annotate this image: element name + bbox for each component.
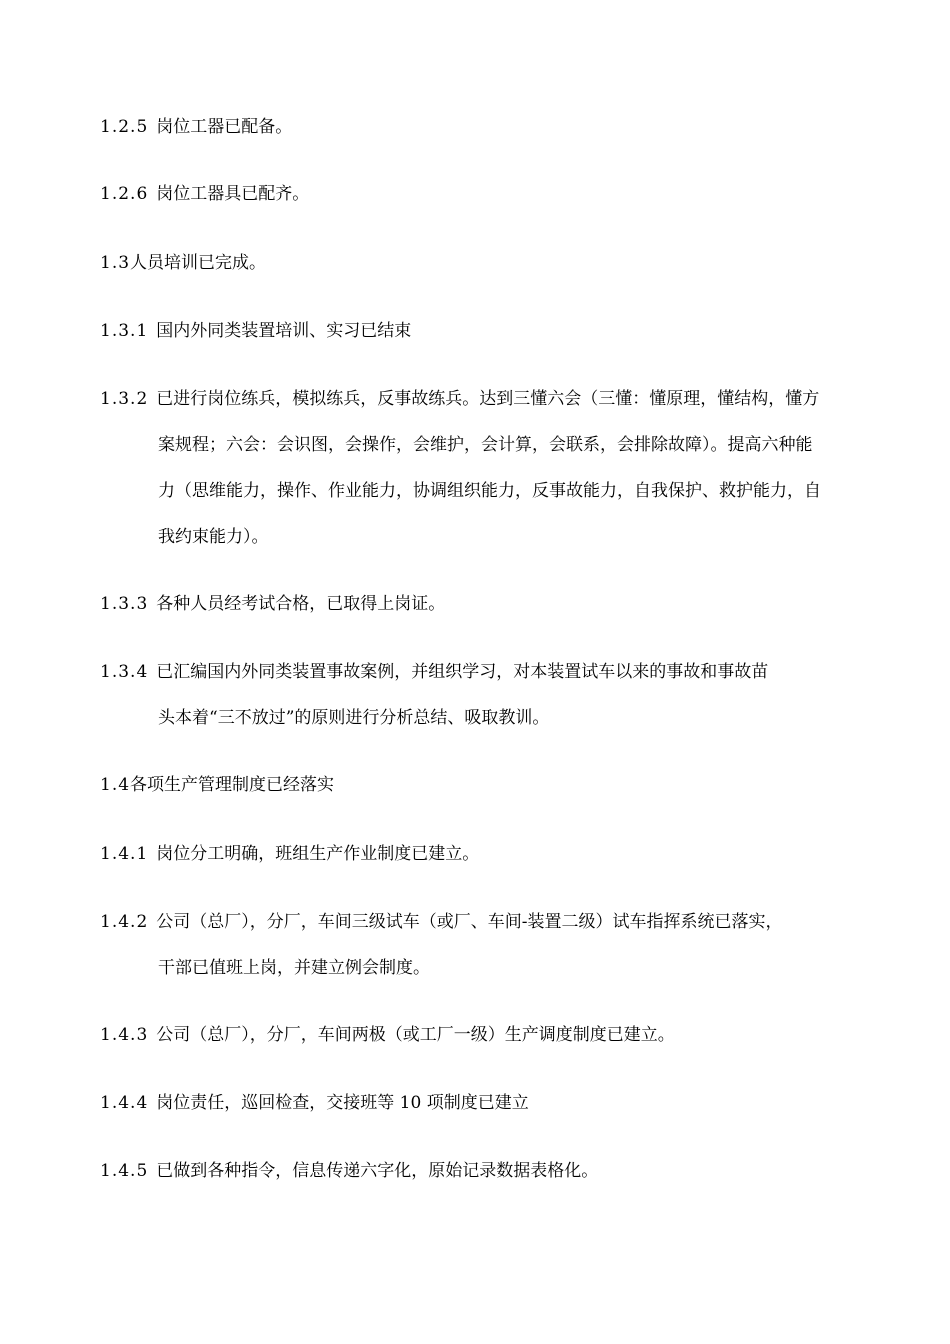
item-number: 1.3.3 — [100, 594, 149, 614]
item-1-2-6 — [100, 171, 910, 217]
item-text: 岗位工器具已配齐。 — [156, 184, 310, 204]
item-1-4-2 — [100, 899, 910, 945]
item-number: 1.4.2 — [100, 912, 149, 932]
item-number: 1.2.6 — [100, 184, 149, 204]
item-1-3-2-cont-1: 案规程；六会：会识图，会操作，会维护，会计算，会联系，会排除故障）。提高六种能 — [158, 435, 813, 455]
item-1-3-3 — [100, 581, 910, 627]
section-text: 各项生产管理制度已经落实 — [130, 775, 335, 795]
item-number: 1.2.5 — [100, 117, 149, 137]
item-1-4-5 — [100, 1148, 910, 1194]
item-text: 国内外同类装置培训、实习已结束 — [156, 321, 412, 341]
item-1-4-3 — [100, 1012, 910, 1058]
item-number: 1.4.3 — [100, 1025, 149, 1045]
item-text: 公司（总厂），分厂，车间两极（或工厂一级）生产调度制度已建立。 — [156, 1025, 675, 1045]
item-number: 1.3.2 — [100, 389, 149, 409]
item-text: 已做到各种指令，信息传递六字化，原始记录数据表格化。 — [156, 1161, 599, 1181]
item-number: 1.4.4 — [100, 1093, 149, 1113]
item-text: 已进行岗位练兵，模拟练兵，反事故练兵。达到三懂六会（三懂：懂原理，懂结构，懂方 — [156, 389, 820, 409]
item-text: 各种人员经考试合格，已取得上岗证。 — [156, 594, 446, 614]
section-number: 1.4 — [100, 775, 131, 795]
section-1-3 — [100, 240, 910, 286]
section-number: 1.3 — [100, 253, 131, 273]
item-number: 1.3.4 — [100, 662, 149, 682]
item-1-3-4-cont-1: 头本着“三不放过”的原则进行分析总结、吸取教训。 — [158, 708, 550, 728]
item-1-3-2-cont-2: 力（思维能力，操作、作业能力，协调组织能力，反事故能力，自我保护、救护能力，自 — [158, 481, 821, 501]
item-number: 1.4.5 — [100, 1161, 149, 1181]
item-text: 岗位工器已配备。 — [156, 117, 293, 137]
item-1-4-2-cont-1: 干部已值班上岗，并建立例会制度。 — [158, 958, 430, 978]
section-text: 人员培训已完成。 — [130, 253, 267, 273]
item-text: 公司（总厂），分厂，车间三级试车（或厂、车间-装置二级）试车指挥系统已落实， — [156, 912, 783, 932]
item-1-3-2 — [100, 376, 910, 422]
item-number: 1.3.1 — [100, 321, 149, 341]
item-1-3-1 — [100, 308, 910, 354]
item-1-2-5 — [100, 104, 910, 150]
item-1-3-2-cont-3: 我约束能力）。 — [158, 527, 269, 547]
item-number: 1.4.1 — [100, 844, 149, 864]
section-1-4 — [100, 762, 910, 808]
item-1-4-1 — [100, 831, 910, 877]
item-text: 岗位责任，巡回检查，交接班等 10 项制度已建立 — [156, 1093, 529, 1113]
item-1-3-4 — [100, 649, 910, 695]
item-text: 已汇编国内外同类装置事故案例，并组织学习，对本装置试车以来的事故和事故苗 — [156, 662, 769, 682]
item-text: 岗位分工明确，班组生产作业制度已建立。 — [156, 844, 480, 864]
item-1-4-4 — [100, 1080, 910, 1126]
